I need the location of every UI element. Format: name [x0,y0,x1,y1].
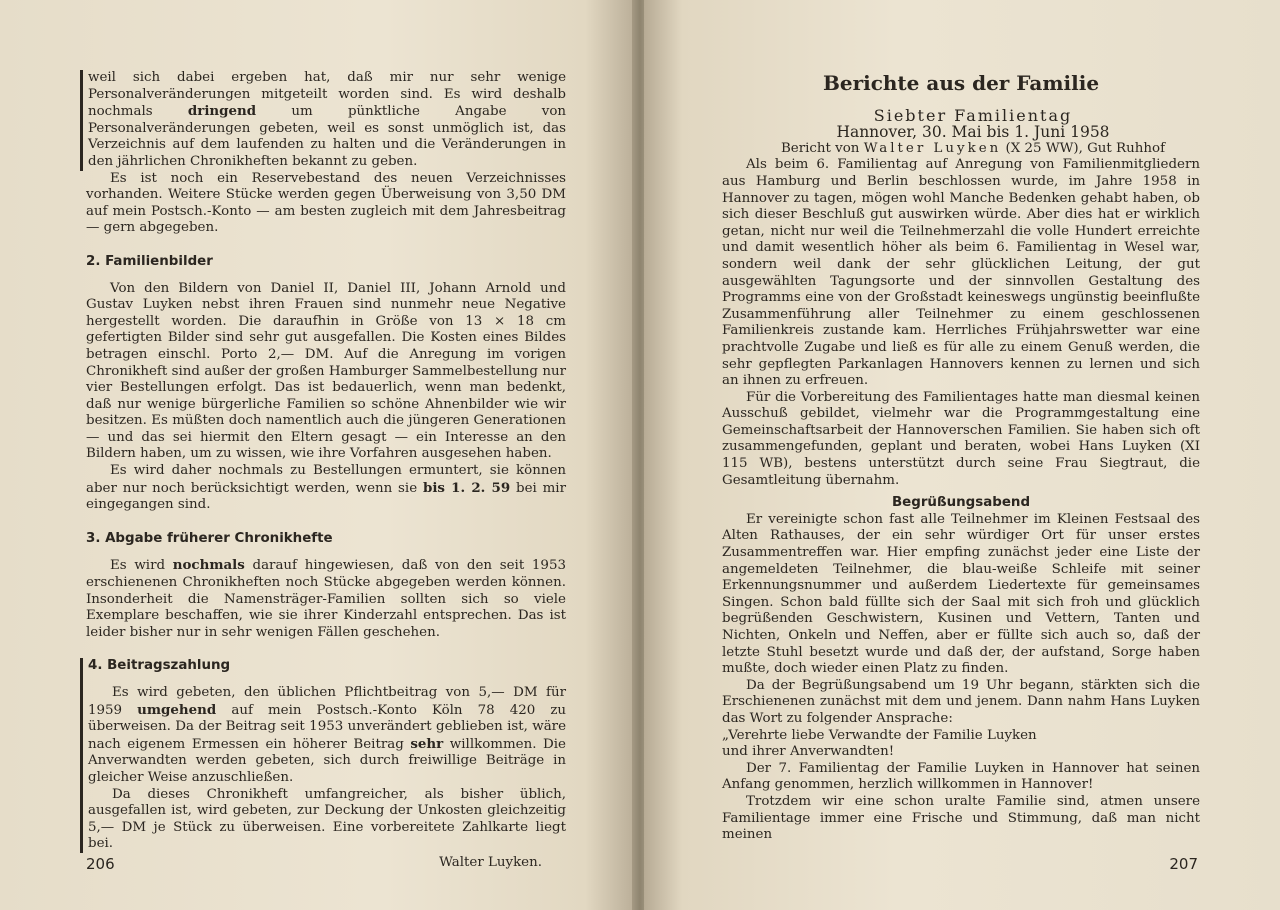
signature: Walter Luyken. [439,854,542,870]
marked-paragraph [80,70,566,171]
section-subtitle: Siebter Familientag [873,105,1073,125]
paragraph: Da der Begrüßungsabend um 19 Uhr begann, stärkten sich die Erschienenen zunächst mit dem und jenem. Dann nahm Hans Luyken das Wort zu folgender Ansprache: [722,677,1200,726]
page-number: 207 [1169,855,1198,873]
left-page-text [86,70,566,872]
page-title: Berichte aus der Familie [822,71,1100,95]
page-number: 206 [86,855,115,873]
paragraph: weil sich dabei ergeben hat, daß mir nur sehr wenige Personalveränderungen mitgeteilt worden sind. Es wird deshalb nochmals dringend um pünktliche Angabe von Personalveränderungen gebeten, weil es sonst unmöglich ist, das Verzeichnis auf dem laufenden zu halten und die Veränderungen in den jährlichen Chronikheften bekannt zu geben. [88,70,567,169]
right-page [644,0,1280,910]
report-byline: Bericht von Walter Luyken (X 25 WW), Gut Ruhhof [780,140,1166,156]
paragraph: Trotzdem wir eine schon uralte Familie sind, atmen unsere Familientage immer eine Frische und Stimmung, daß man nicht meinen [722,793,1200,843]
paragraph: Es ist noch ein Reservebestand des neuen Verzeichnisses vorhanden. Weitere Stücke werden gegen Überweisung von 3,50 DM auf mein Postsch.-Konto — am besten zugleich mit dem Jahresbeitrag — gern abgegeben. [86,170,566,236]
dateline: Hannover, 30. Mai bis 1. Juni 1958 [836,123,1110,142]
section-heading: 3. Abgabe früherer Chronikhefte [86,530,333,546]
paragraph: Der 7. Familientag der Familie Luyken in Hannover hat seinen Anfang genommen, herzlich willkommen in Hannover! [722,760,1200,793]
paragraph: Als beim 6. Familientag auf Anregung von Familienmitgliedern aus Hamburg und Berlin beschlossen wurde, im Jahre 1958 in Hannover zu tagen, mögen wohl Manche Bedenken gehabt haben, ob sich dieser Beschluß gut auswirken würde. Aber dies hat er wirklich getan, nicht nur weil die Teilnehmerzahl die volle Hundert erreichte und damit wesentlich höher als beim 6. Familientag in Wesel war, sondern weil dank der sehr glücklichen Leitung, der gut ausgewählten Tagungsorte und der sinnvollen Gestaltung des Programms eine von der Großstadt keineswegs ungünstig beeinflußte Zusammenführung aller Teilnehmer zu einem geschlossenen Familienkreis zustande kam. Herrliches Frühjahrswetter war eine prachtvolle Zugabe und ließ es für alle zu einem Genuß werden, die sehr gepflegten Parkanlagen Hannovers kennen zu lernen und sich an ihnen zu erfreuen. [722,157,1200,389]
section-heading: 2. Familienbilder [86,253,213,269]
right-page-text [722,73,1200,844]
paragraph: Er vereinigte schon fast alle Teilnehmer im Kleinen Festsaal des Alten Rathauses, der ein sehr würdiger Ort für unser erstes Zusammentreffen war. Hier empfing zunächst jeder eine Liste der angemeldeten Teilnehmer, die blau-weiße Schleife mit seiner Erkennungsnummer und außerdem Liedertexte für gemeinsames Singen. Schon bald füllte sich der Saal mit sich froh und glücklich begrüßenden Geschwistern, Kusinen und Vettern, Tanten und Nichten, Onkeln und Neffen, aber er füllte sich auch so, daß der letzte Stuhl besetzt wurde und daß der, der aufstand, Sorge haben mußte, doch wieder einen Platz zu finden. [722,511,1200,677]
paragraph: Es wird nochmals darauf hingewiesen, daß von den seit 1953 erschienenen Chronikheften noch Stücke abgegeben werden können. Insonderheit die Namensträger-Familien sollten sich so viele Exemplare beschaffen, wie sie ihrer Kinderzahl entsprechen. Das ist leider bisher nur in sehr wenigen Fällen geschehen. [86,557,566,640]
paragraph: Es wird daher nochmals zu Bestellungen ermuntert, sie können aber nur noch berücksichtigt werden, wenn sie bis 1. 2. 59 bei mir eingegangen sind. [86,463,566,513]
paragraph: Da dieses Chronikheft umfangreicher, als bisher üblich, ausgefallen ist, wird gebeten, zur Deckung der Unkosten gleichzeitig 5,— DM je Stück zu überweisen. Eine vorbereitete Zahlkarte liegt bei. [88,786,566,852]
marked-section [80,658,566,853]
paragraph: Von den Bildern von Daniel II, Daniel III, Johann Arnold und Gustav Luyken nebst ihren Frauen sind nunmehr neue Negative hergestellt worden. Die daraufhin in Größe von 13 × 18 cm gefertigten Bilder sind sehr gut ausgefallen. Die Kosten eines Bildes betragen einschl. Porto 2,— DM. Auf die Anregung im vorigen Chronikheft sind außer der großen Hamburger Sammelbestellung nur vier Bestellungen erfolgt. Das ist bedauerlich, wenn man bedenkt, daß nur wenige bürgerliche Familien so schöne Ahnenbilder wie wir besitzen. Es müßten doch namentlich auch die jüngeren Generationen — und das sei hiermit den Eltern gesagt — ein Interesse an den Bildern haben, um zu wissen, wie ihre Vorfahren ausgesehen haben. [86,280,566,462]
quote-line: „Verehrte liebe Verwandte der Familie Luyken [722,727,1037,743]
section-heading: 4. Beitragszahlung [88,658,231,674]
paragraph: Für die Vorbereitung des Familientages hatte man diesmal keinen Ausschuß gebildet, vielmehr war die Programmgestaltung eine Gemeinschaftsarbeit der Hannoverschen Familien. Sie haben sich oft zusammengefunden, geplant und beraten, wobei Hans Luyken (XI 115 WB), bestens unterstützt durch seine Frau Siegtraut, die Gesamtleitung übernahm. [722,389,1200,488]
paragraph: Es wird gebeten, den üblichen Pflichtbeitrag von 5,— DM für 1959 umgehend auf mein Postsch.-Konto Köln 78 420 zu überweisen. Da der Beitrag seit 1953 unverändert geblieben ist, wäre nach eigenem Ermessen ein höherer Beitrag sehr willkommen. Die Anverwandten werden gebeten, sich durch freiwillige Beiträge in gleicher Weise anzuschließen. [88,685,566,785]
quote-line: und ihrer Anverwandten! [722,744,895,760]
left-page [0,0,636,910]
section-heading: Begrüßungsabend [891,495,1031,511]
